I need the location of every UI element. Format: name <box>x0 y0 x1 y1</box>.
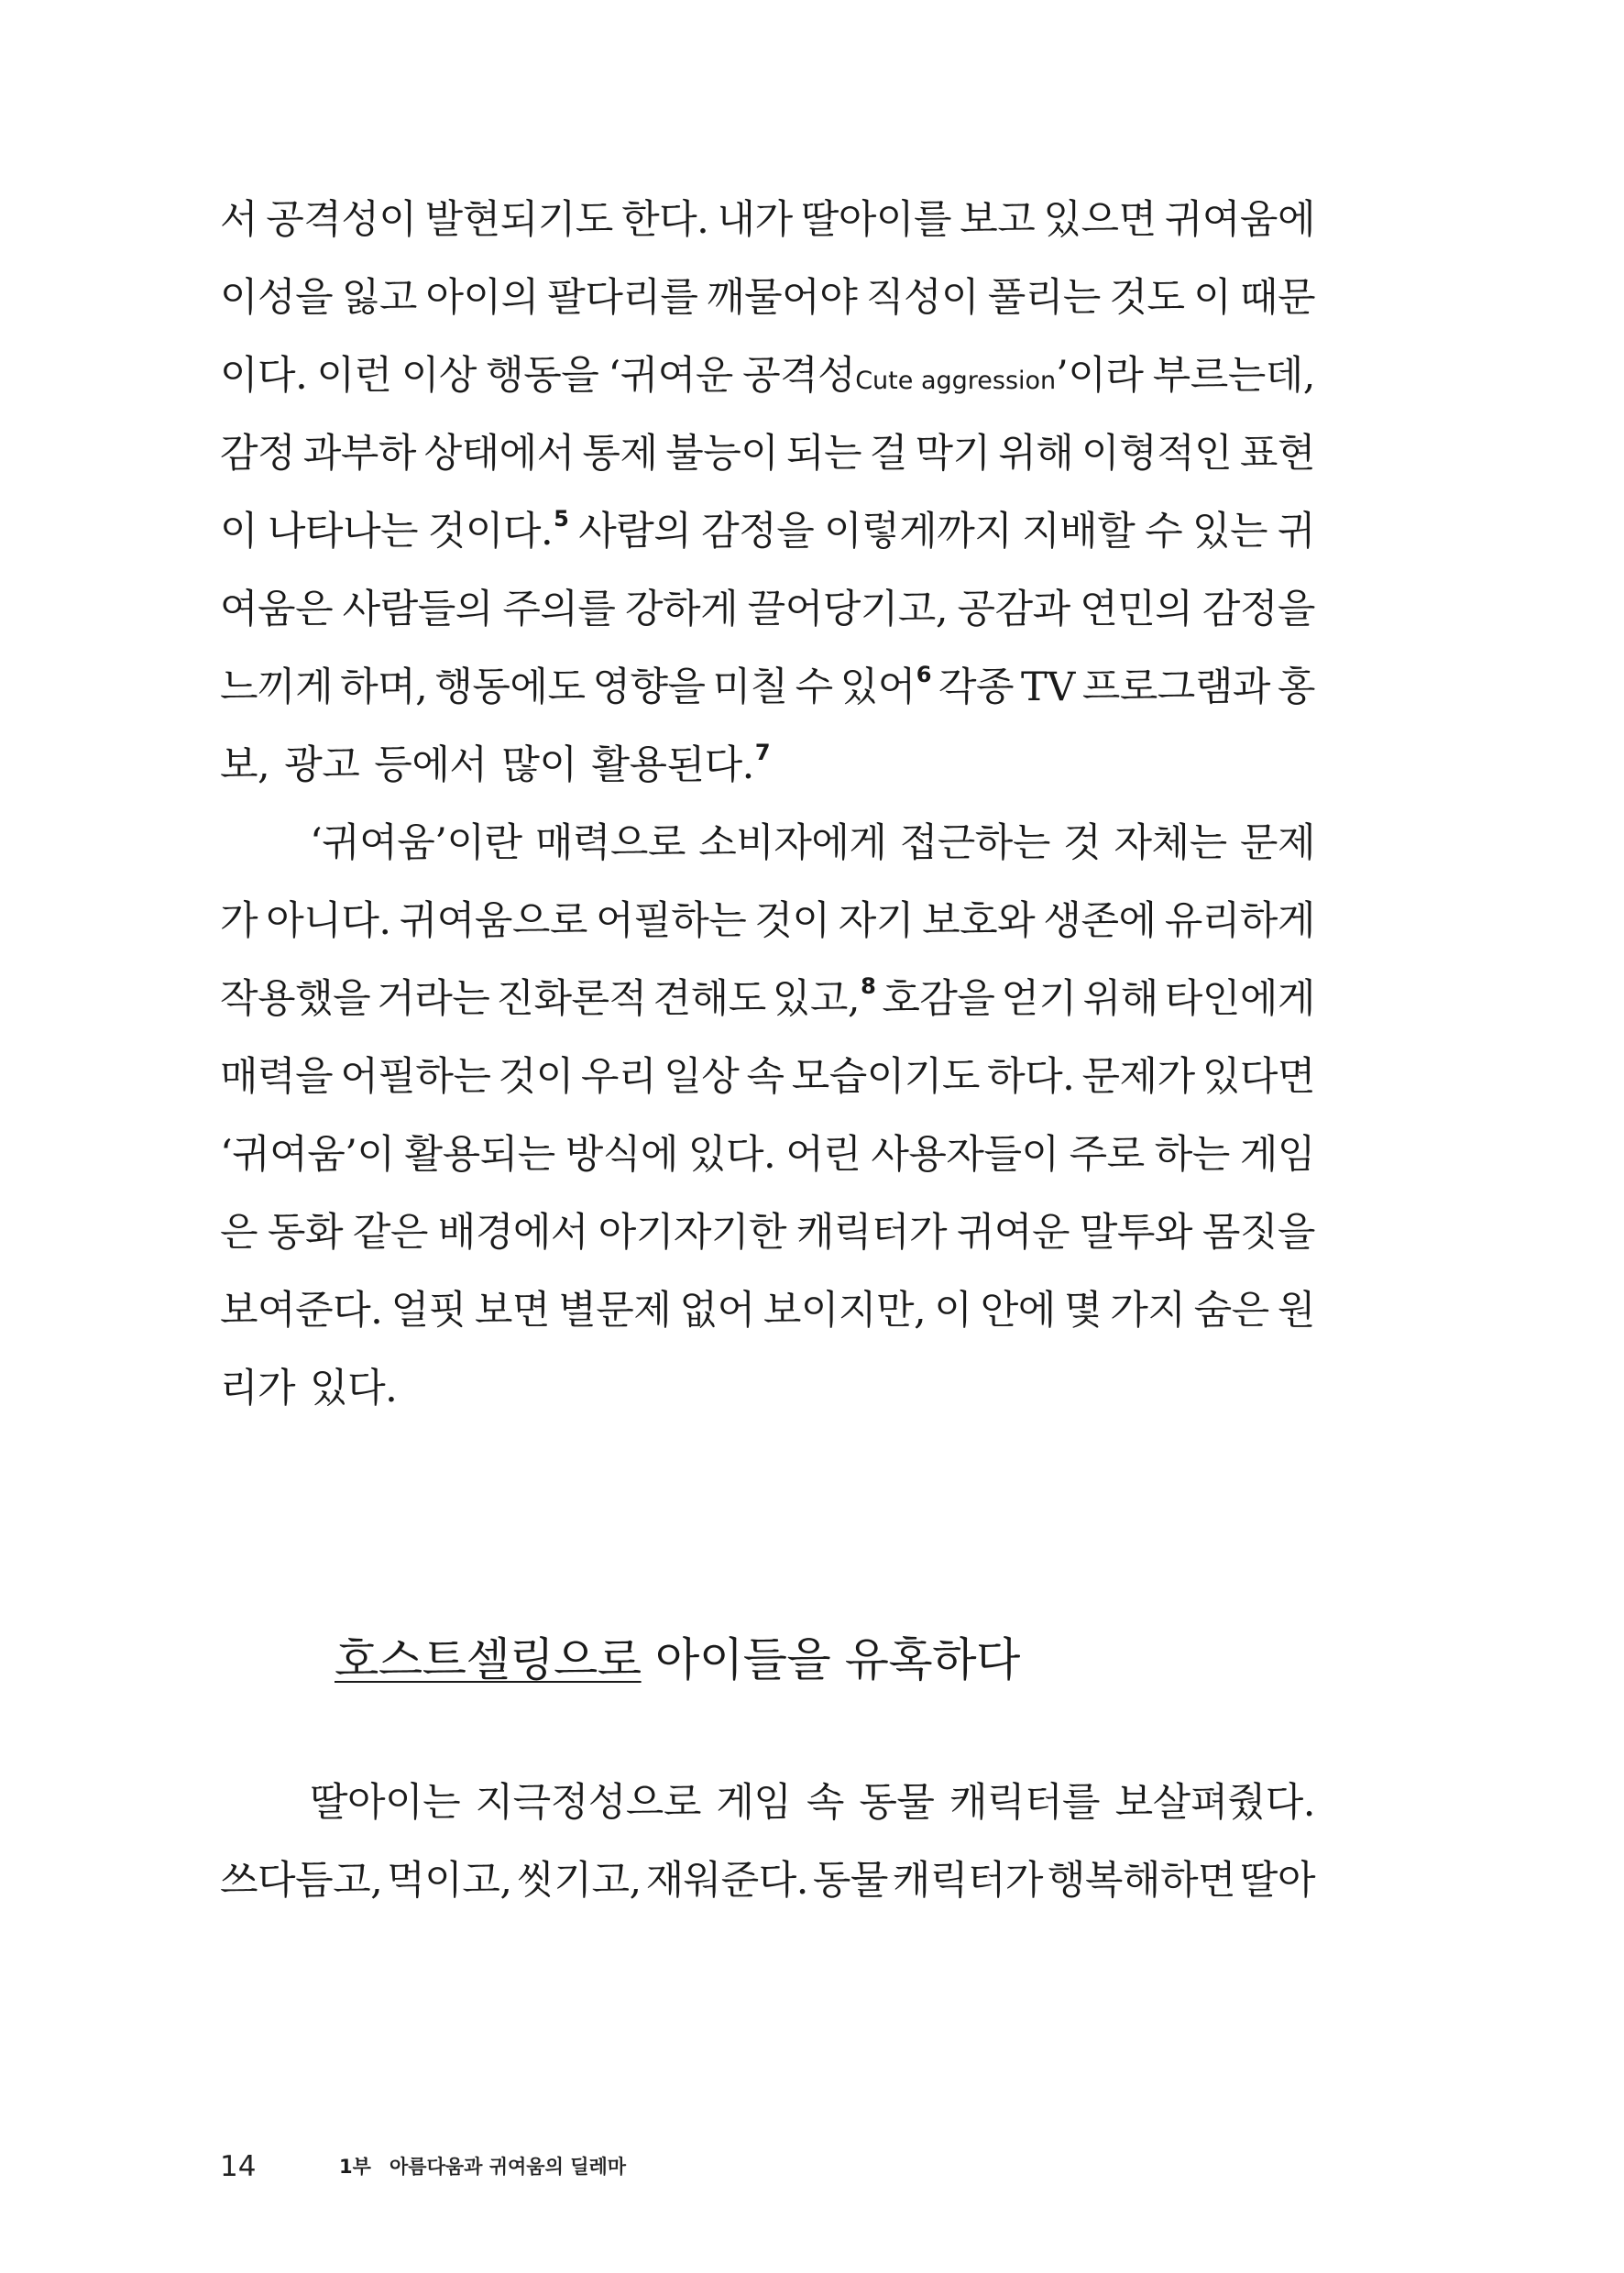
word: 숨은 <box>1193 1288 1269 1334</box>
word: 문제 <box>1239 820 1315 866</box>
word: 게임 <box>1239 1132 1315 1178</box>
text-line <box>220 883 1315 961</box>
word: 영향을 <box>592 664 706 710</box>
word: 통제 <box>582 431 658 477</box>
term-suffix: ’이라 <box>1056 353 1144 399</box>
word: 유리하게 <box>1164 898 1315 944</box>
word: 표현 <box>1239 431 1315 477</box>
word: 타인에게 <box>1164 976 1315 1022</box>
word: 수 <box>1145 509 1183 555</box>
word: 이 <box>1193 275 1232 321</box>
text-line <box>220 1842 1315 1920</box>
word: 몇 <box>1064 1288 1103 1334</box>
word: 것이 <box>754 898 830 944</box>
word: 소비자에게 <box>698 820 887 866</box>
word: 강하게 <box>625 587 739 632</box>
word: 때문 <box>1239 275 1315 321</box>
word: 같은 <box>352 1210 428 1256</box>
word: 은 <box>220 1210 258 1256</box>
word: 문제가 <box>1081 1054 1195 1100</box>
word: 프로그램과 <box>1081 664 1270 710</box>
word: 몸짓을 <box>1202 1210 1315 1256</box>
word: 씻기고, <box>516 1858 642 1904</box>
text-line <box>220 1764 1315 1842</box>
word: 보, <box>220 742 270 788</box>
word: 것이다. <box>427 509 554 555</box>
word: 보여준다. <box>220 1288 383 1334</box>
text-line <box>220 415 1315 493</box>
word: 캐릭터가 <box>892 1858 1043 1904</box>
footnote-marker: 7 <box>754 740 771 765</box>
word: 행복해하면 <box>1047 1858 1236 1904</box>
word: 딸아이를 <box>800 197 951 243</box>
word: 어필하는 <box>340 1054 491 1100</box>
word: 자체는 <box>1114 820 1227 866</box>
word: 연민의 <box>1080 587 1193 632</box>
word: 아기자기한 <box>598 1210 786 1256</box>
text-line <box>220 727 1315 805</box>
word: 모습이기도 <box>791 1054 980 1100</box>
word: 동물 <box>812 1858 888 1904</box>
text-line <box>220 571 1315 649</box>
word: 이다. <box>220 353 308 399</box>
paragraph-3 <box>220 1764 1315 1920</box>
word: 사람들의 <box>342 587 493 632</box>
section-heading <box>335 1627 1020 1693</box>
word: 리가 <box>220 1366 296 1411</box>
word: 캐릭터가 <box>796 1210 948 1256</box>
word: 있다면 <box>1202 1054 1315 1100</box>
footnote-marker: 5 <box>554 506 569 532</box>
word: 수 <box>795 664 833 710</box>
word: 원 <box>1277 1288 1315 1334</box>
word: 귀 <box>1277 509 1315 555</box>
word: 상태에서 <box>423 431 575 477</box>
footer-chapter-title: 아름다움과 귀여움의 딜레마 <box>390 2156 627 2178</box>
word: 이런 <box>316 353 392 399</box>
word: 행동에도 <box>434 664 586 710</box>
word: 활용된다. <box>591 742 754 788</box>
word: 위해 <box>998 431 1074 477</box>
word: 속 <box>746 1054 785 1100</box>
word: 행동을 <box>486 353 599 399</box>
word: 것이 <box>498 1054 574 1100</box>
word: 보살펴줬다. <box>1114 1780 1315 1826</box>
word: 게임 <box>716 1780 792 1826</box>
word: 주의를 <box>502 587 616 632</box>
word: 있어 <box>839 664 916 710</box>
word: 진화론적 <box>496 976 647 1022</box>
word: TV <box>1021 664 1075 710</box>
word: 한다. <box>621 197 709 243</box>
word: 매력을 <box>220 1054 334 1100</box>
paragraph-2 <box>220 805 1315 1428</box>
text-line <box>220 1038 1315 1116</box>
word: ‘귀여움’이 <box>220 1132 395 1178</box>
word: 가지 <box>1110 1288 1186 1334</box>
word: 견해도 <box>653 976 766 1022</box>
word: 잃고 <box>341 275 417 321</box>
word: 이 <box>220 509 258 555</box>
word-with-footnote <box>428 493 569 571</box>
word: 이렇게까지 <box>824 509 1013 555</box>
word: 감정 <box>220 431 296 477</box>
word: 별문제 <box>558 1288 672 1334</box>
word: 방식에 <box>565 1132 678 1178</box>
word: 하며, <box>340 664 428 710</box>
word: 미칠 <box>712 664 788 710</box>
word-with-footnote <box>592 727 771 805</box>
word: 보면 <box>474 1288 550 1334</box>
word: 있는 <box>1191 509 1268 555</box>
word: 귀여움으로 <box>399 898 587 944</box>
word: 지극정성으로 <box>475 1780 701 1826</box>
word: 우리 <box>580 1054 656 1100</box>
word: 걸 <box>869 431 907 477</box>
word: 매력으로 <box>534 820 686 866</box>
word: 감정을 <box>1202 587 1315 632</box>
page-number: 14 <box>220 2150 257 2183</box>
heading-rest: 아이들을 유혹하다 <box>655 1633 1020 1686</box>
text-line <box>220 259 1315 337</box>
word: 풀리는 <box>987 275 1101 321</box>
heading-underlined-part: 호스트셀링으로 <box>335 1633 642 1686</box>
word: 말투와 <box>1079 1210 1192 1256</box>
word: 팔다리를 <box>547 275 698 321</box>
word: 동물 <box>859 1780 935 1826</box>
word: 보고 <box>960 197 1036 243</box>
word: 감정을 <box>701 509 815 555</box>
word: 광고 <box>284 742 360 788</box>
word: 안에 <box>980 1288 1056 1334</box>
word: 아이의 <box>425 275 539 321</box>
word: 하다. <box>987 1054 1075 1100</box>
word: 하는 <box>1154 1132 1230 1178</box>
word: 접근하는 <box>899 820 1050 866</box>
word: 아니다. <box>266 898 391 944</box>
word: 있다. <box>310 1366 398 1411</box>
word: 막기 <box>915 431 991 477</box>
word: 여움은 <box>220 587 334 632</box>
word: 딸아 <box>1239 1858 1315 1904</box>
word: 쓰다듬고, <box>220 1858 383 1904</box>
word-with-footnote <box>773 961 875 1038</box>
word: 이성을 <box>220 275 334 321</box>
word: 거라는 <box>377 976 490 1022</box>
word: 어필하는 <box>596 898 747 944</box>
word: 얼핏 <box>390 1288 466 1334</box>
text-line <box>220 1194 1315 1272</box>
text-line <box>220 805 1315 883</box>
text-line <box>220 337 1315 415</box>
word: 되는 <box>786 431 862 477</box>
word: 부르는데, <box>1152 353 1315 399</box>
word: 위해 <box>1082 976 1158 1022</box>
word-with-footnote <box>840 649 931 727</box>
word: 먹이고, <box>387 1858 512 1904</box>
word: 호감을 <box>882 976 995 1022</box>
word: 얻기 <box>1001 976 1077 1022</box>
word: 홍 <box>1277 664 1315 710</box>
word: 보호와 <box>922 898 1036 944</box>
word: 깨물어야 <box>707 275 858 321</box>
word: 내가 <box>717 197 793 243</box>
word: 귀여움에 <box>1164 197 1315 243</box>
word: 발현되기도 <box>424 197 613 243</box>
word: 공격성이 <box>266 197 417 243</box>
word: 사람의 <box>578 509 692 555</box>
word: 있고, <box>772 976 861 1022</box>
word: 있다. <box>687 1132 776 1178</box>
term-english: Cute aggression <box>855 367 1057 395</box>
word: 동화 <box>267 1210 343 1256</box>
word: 가 <box>220 898 258 944</box>
word: 끌어당기고, <box>747 587 949 632</box>
text-line <box>220 493 1315 571</box>
word: 일상 <box>664 1054 740 1100</box>
text-line <box>220 181 1315 259</box>
word: 느끼게 <box>220 664 334 710</box>
text-line <box>220 961 1315 1038</box>
word: 주로 <box>1069 1132 1145 1178</box>
paragraph-1 <box>220 181 1315 805</box>
word: 것 <box>1063 820 1102 866</box>
word: 보이지만, <box>763 1288 927 1334</box>
footnote-marker: 6 <box>916 662 931 687</box>
word: 있으면 <box>1043 197 1157 243</box>
word: 재워준다. <box>645 1858 808 1904</box>
text-line <box>220 1272 1315 1350</box>
word: 사용자들이 <box>871 1132 1059 1178</box>
word: 어린 <box>785 1132 861 1178</box>
text-line <box>220 1116 1315 1194</box>
text-line <box>220 649 1315 727</box>
word: 이 <box>934 1288 972 1334</box>
word: 배경에서 <box>437 1210 588 1256</box>
word: 이상 <box>401 353 477 399</box>
footnote-marker: 8 <box>861 973 876 999</box>
word: ‘귀여운 <box>608 353 733 399</box>
word: 나타나는 <box>267 509 419 555</box>
word: 많이 <box>501 742 577 788</box>
word: 자기 <box>838 898 914 944</box>
word: 불능이 <box>665 431 779 477</box>
word: 활용되는 <box>404 1132 555 1178</box>
word: 서 <box>220 197 258 243</box>
word: 캐릭터를 <box>949 1780 1101 1826</box>
word: 속 <box>806 1780 844 1826</box>
word: 것도 <box>1109 275 1185 321</box>
word: 등에서 <box>374 742 488 788</box>
word: 귀여운 <box>956 1210 1070 1256</box>
word: 각종 <box>938 664 1015 710</box>
word: 직성이 <box>865 275 980 321</box>
word: 생존에 <box>1043 898 1157 944</box>
word: ‘귀여움’이란 <box>310 820 522 866</box>
footer-part-label: 1부 <box>339 2156 371 2178</box>
term-with-english <box>742 337 1143 420</box>
term-korean: 공격성 <box>742 353 856 399</box>
word: 공감과 <box>957 587 1070 632</box>
word: 없어 <box>679 1288 755 1334</box>
word: 딸아이는 <box>310 1780 461 1826</box>
word: 작용했을 <box>220 976 371 1022</box>
word: 지배할 <box>1022 509 1136 555</box>
word: 이형적인 <box>1081 431 1233 477</box>
word: 과부하 <box>302 431 416 477</box>
text-line <box>220 1350 1315 1428</box>
